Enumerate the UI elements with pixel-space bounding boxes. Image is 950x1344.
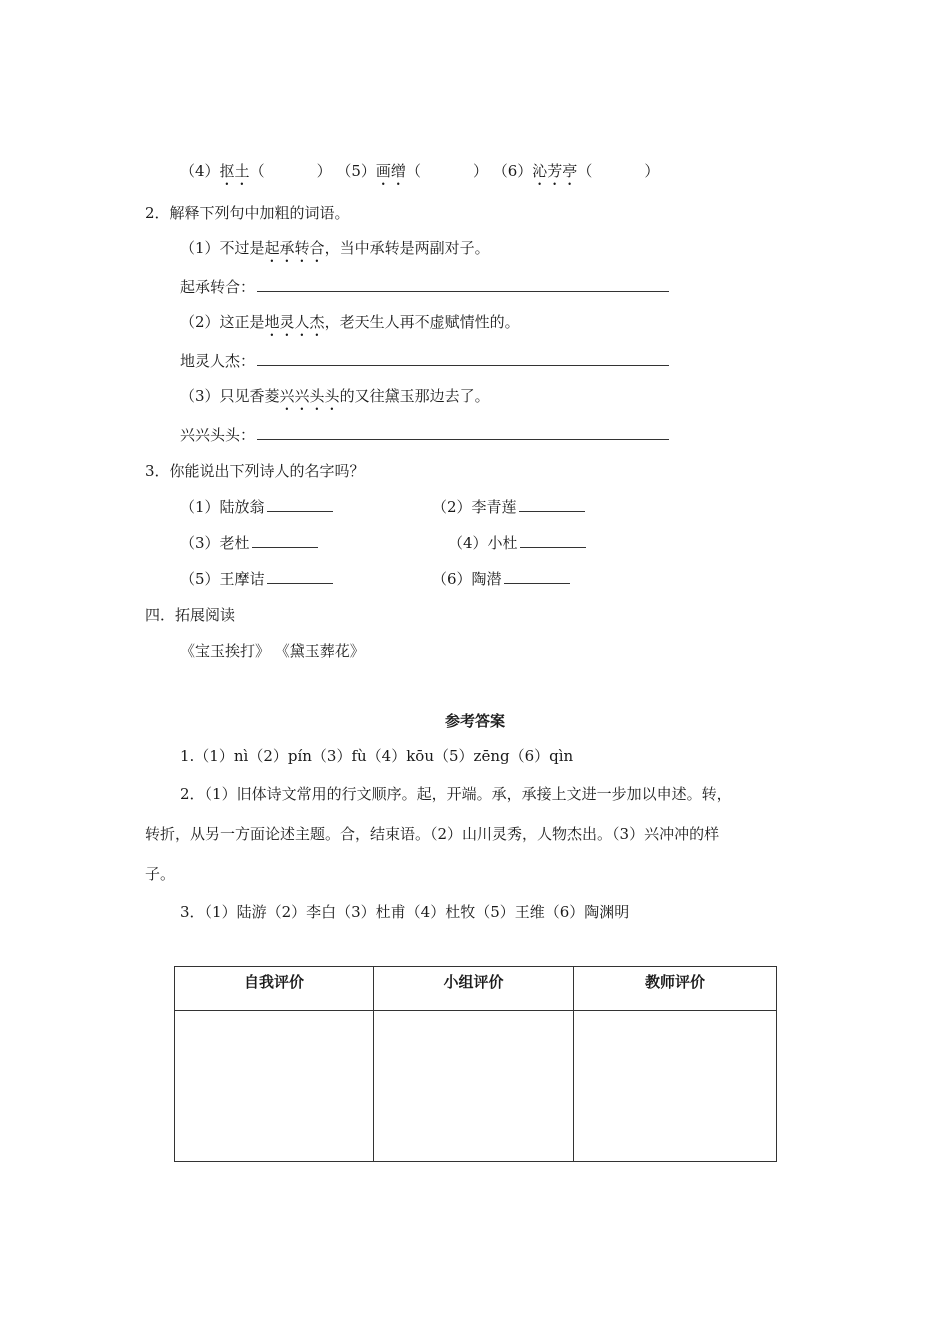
answer-3: 3．（1）陆游（2）李白（3）杜甫（4）杜牧（5）王维（6）陶渊明: [180, 903, 630, 921]
q2-title: 2．解释下列句中加粗的词语。: [145, 204, 350, 222]
q1-item4-word: 抠土: [219, 162, 250, 180]
q3-item-4-label: （4）小杜: [448, 534, 518, 552]
q1-item6-word: 沁芳亭: [532, 162, 578, 180]
q3-item-1-label: （1）陆放翁: [180, 498, 265, 516]
answer-2-line-3: 子。: [145, 865, 176, 883]
q1-item5-word: 画缯: [375, 162, 406, 180]
q1-item4-paren-close: ）: [316, 162, 332, 180]
q1-item5-paren-close: ）: [472, 162, 488, 180]
q3-item-4: [448, 533, 586, 553]
q3-item-5: [180, 569, 333, 589]
self-evaluation-header: 自我评价: [175, 967, 374, 1011]
q3-item-3: [180, 533, 318, 553]
evaluation-body-row: [175, 1011, 777, 1162]
q2-s1-suffix: ，当中承转是两副对子。: [324, 239, 490, 257]
q2-answer-3-label: 兴兴头头：: [180, 426, 256, 444]
answer-1: 1.（1）nì（2）pín（3）fù（4）kōu（5）zēng（6）qìn: [180, 747, 574, 765]
teacher-evaluation-cell[interactable]: [574, 1011, 777, 1162]
q2-answer-2: [180, 351, 669, 371]
q3-item-6-label: （6）陶潜: [432, 570, 502, 588]
q3-item-5-label: （5）王摩诘: [180, 570, 265, 588]
q1-item6-paren-close: ）: [644, 162, 660, 180]
answer-2-line-2: 转折，从另一方面论述主题。合，结束语。（2）山川灵秀，人物杰出。（3）兴冲冲的样: [145, 825, 720, 843]
q1-item4-paren-open: （: [249, 162, 265, 180]
q2-s2-prefix: （2）这正是: [180, 313, 265, 331]
q1-item6-label: （6）: [492, 162, 533, 180]
q2-answer-1-blank[interactable]: [257, 277, 669, 292]
q1-item4-label: （4）: [180, 162, 220, 180]
q3-item-1-blank[interactable]: [267, 497, 333, 512]
answer-2-line-1: 2．（1）旧体诗文常用的行文顺序。起，开端。承，承接上文进一步加以申述。转，: [180, 785, 732, 803]
q2-sentence-3: [180, 386, 490, 414]
self-evaluation-cell[interactable]: [175, 1011, 374, 1162]
q3-item-3-blank[interactable]: [252, 533, 318, 548]
q2-s2-term: 地灵人杰: [264, 313, 325, 331]
q3-item-4-blank[interactable]: [520, 533, 586, 548]
group-evaluation-header: 小组评价: [374, 967, 574, 1011]
q2-s3-prefix: （3）只见香菱: [180, 387, 280, 405]
q3-item-5-blank[interactable]: [267, 569, 333, 584]
q2-s1-term: 起承转合: [264, 239, 325, 257]
q1-item5-label: （5）: [336, 162, 376, 180]
q2-sentence-1: [180, 238, 490, 266]
q1-item5-paren-open: （: [405, 162, 421, 180]
q3-item-2-label: （2）李青莲: [432, 498, 517, 516]
q2-sentence-2: [180, 312, 520, 340]
answers-title: 参考答案: [444, 712, 505, 730]
q3-item-6-blank[interactable]: [504, 569, 570, 584]
q2-answer-3-blank[interactable]: [257, 425, 669, 440]
q3-item-2-blank[interactable]: [519, 497, 585, 512]
group-evaluation-cell[interactable]: [374, 1011, 574, 1162]
section4-title: 四．拓展阅读: [145, 606, 236, 624]
q2-answer-1: [180, 277, 669, 297]
q2-answer-2-blank[interactable]: [257, 351, 669, 366]
q1-line: [180, 161, 659, 189]
q3-item-3-label: （3）老杜: [180, 534, 250, 552]
q3-item-6: [432, 569, 570, 589]
section4-books: 《宝玉挨打》 《黛玉葬花》: [180, 642, 365, 660]
q2-answer-2-label: 地灵人杰：: [180, 352, 256, 370]
q1-item6-paren-open: （: [577, 162, 593, 180]
q2-s2-suffix: ，老天生人再不虚赋情性的。: [324, 313, 520, 331]
q2-answer-1-label: 起承转合：: [180, 278, 256, 296]
teacher-evaluation-header: 教师评价: [574, 967, 777, 1011]
q2-s3-suffix: 的又往黛玉那边去了。: [339, 387, 490, 405]
q3-item-1: [180, 497, 333, 517]
evaluation-header-row: [175, 967, 777, 1011]
q3-item-2: [432, 497, 585, 517]
q2-s1-prefix: （1）不过是: [180, 239, 265, 257]
q2-answer-3: [180, 425, 669, 445]
q2-s3-term: 兴兴头头: [279, 387, 340, 405]
evaluation-table: [174, 966, 777, 1162]
q3-title: 3．你能说出下列诗人的名字吗？: [145, 462, 365, 480]
